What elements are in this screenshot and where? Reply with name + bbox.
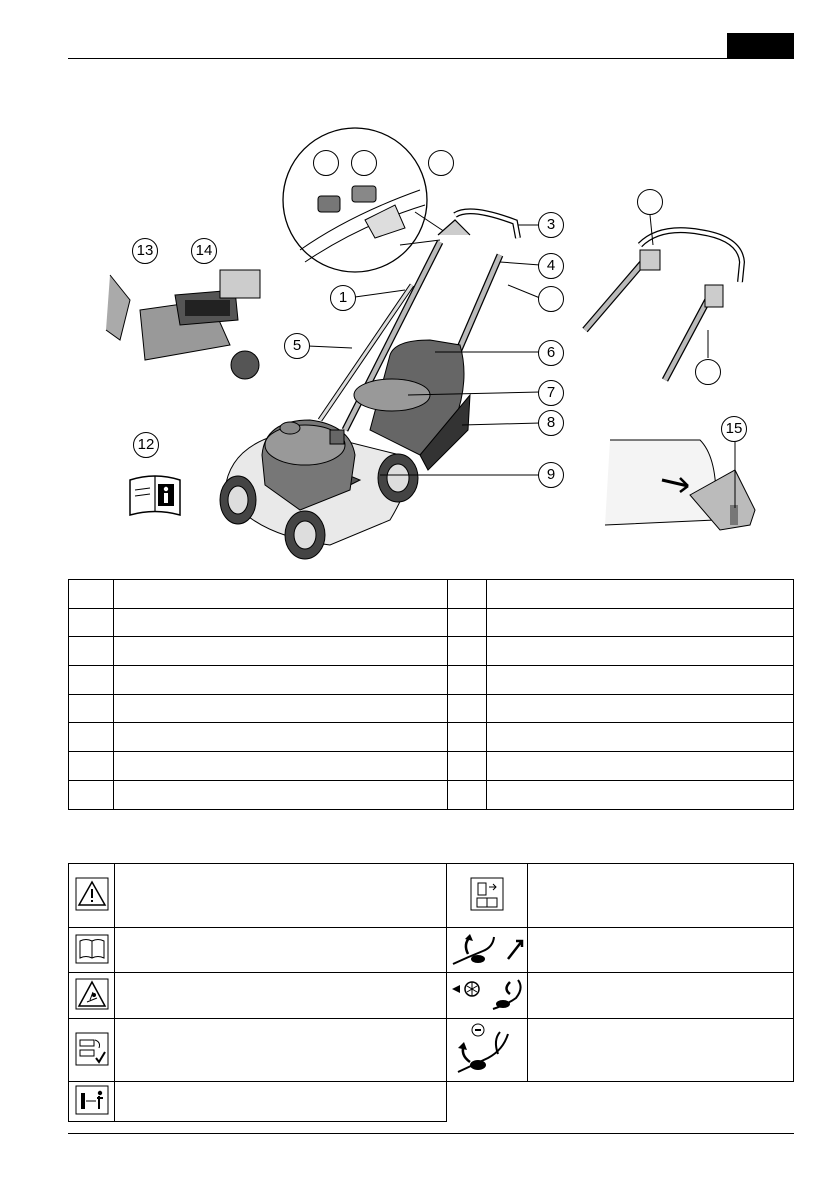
table-row [69, 608, 794, 637]
part-name-cell [487, 752, 794, 781]
part-name-cell [114, 752, 448, 781]
callout-7: 7 [538, 380, 564, 406]
callout-right-bottom [695, 359, 721, 385]
part-name-cell [487, 580, 794, 609]
mulching-plug-illustration [605, 430, 765, 530]
symbol-desc [115, 928, 447, 973]
engine-brake-lever-icon [447, 928, 528, 973]
symbols-table-left [68, 863, 447, 1122]
footer-rule [68, 1133, 794, 1134]
warning-triangle-icon [69, 864, 115, 928]
part-name-cell [487, 666, 794, 695]
part-name-cell [114, 780, 448, 809]
symbol-desc [115, 973, 447, 1019]
handle-detail-illustration [283, 128, 427, 272]
callout-3: 3 [538, 212, 564, 238]
callout-12: 12 [133, 432, 159, 458]
book-with-info-icon [130, 476, 180, 515]
part-number-cell [448, 752, 487, 781]
callout-9: 9 [538, 462, 564, 488]
symbol-desc [528, 864, 794, 928]
part-number-cell [448, 666, 487, 695]
part-number-cell [448, 723, 487, 752]
callout-detail-a [313, 150, 339, 176]
part-number-cell [448, 608, 487, 637]
parts-table [68, 579, 794, 810]
handle-brake-instruction-icon [447, 864, 528, 928]
part-name-cell [114, 637, 448, 666]
callout-right-top [637, 189, 663, 215]
symbol-desc [528, 1019, 794, 1082]
table-row [69, 580, 794, 609]
part-name-cell [487, 780, 794, 809]
part-number-cell [69, 723, 114, 752]
part-name-cell [114, 666, 448, 695]
part-number-cell [69, 752, 114, 781]
callout-6: 6 [538, 340, 564, 366]
callout-15: 15 [721, 416, 747, 442]
table-row [69, 666, 794, 695]
part-name-cell [114, 723, 448, 752]
table-row [69, 752, 794, 781]
table-row [69, 780, 794, 809]
callout-1: 1 [330, 285, 356, 311]
symbol-desc [115, 1082, 447, 1122]
disconnect-spark-plug-icon [69, 1019, 115, 1082]
part-number-cell [69, 780, 114, 809]
callout-14: 14 [191, 238, 217, 264]
drive-lever-icon [447, 1019, 528, 1082]
part-number-cell [448, 694, 487, 723]
symbol-desc [115, 1019, 447, 1082]
hazard-thrown-objects-icon [69, 973, 115, 1019]
callout-detail-b [351, 150, 377, 176]
callout-8: 8 [538, 410, 564, 436]
part-name-cell [487, 723, 794, 752]
callout-detail-c [428, 150, 454, 176]
blade-engagement-icon [447, 973, 528, 1019]
symbol-desc [528, 973, 794, 1019]
part-name-cell [114, 608, 448, 637]
folded-handle-illustration [585, 230, 742, 380]
table-row [69, 637, 794, 666]
callout-handle [538, 286, 564, 312]
part-name-cell [487, 608, 794, 637]
keep-distance-icon [69, 1082, 115, 1122]
part-name-cell [487, 694, 794, 723]
callout-13: 13 [132, 238, 158, 264]
part-number-cell [69, 666, 114, 695]
part-number-cell [69, 637, 114, 666]
part-name-cell [487, 637, 794, 666]
part-number-cell [448, 780, 487, 809]
table-row [69, 723, 794, 752]
part-number-cell [448, 637, 487, 666]
table-row [69, 694, 794, 723]
read-manual-icon [69, 928, 115, 973]
part-number-cell [69, 580, 114, 609]
symbols-table-right [446, 863, 794, 1082]
symbol-desc [115, 864, 447, 928]
grass-catcher-detail-illustration [106, 265, 263, 379]
callout-5: 5 [284, 333, 310, 359]
part-number-cell [69, 694, 114, 723]
callout-4: 4 [538, 253, 564, 279]
main-figure [0, 0, 839, 570]
part-name-cell [114, 580, 448, 609]
symbol-desc [528, 928, 794, 973]
part-name-cell [114, 694, 448, 723]
part-number-cell [448, 580, 487, 609]
part-number-cell [69, 608, 114, 637]
